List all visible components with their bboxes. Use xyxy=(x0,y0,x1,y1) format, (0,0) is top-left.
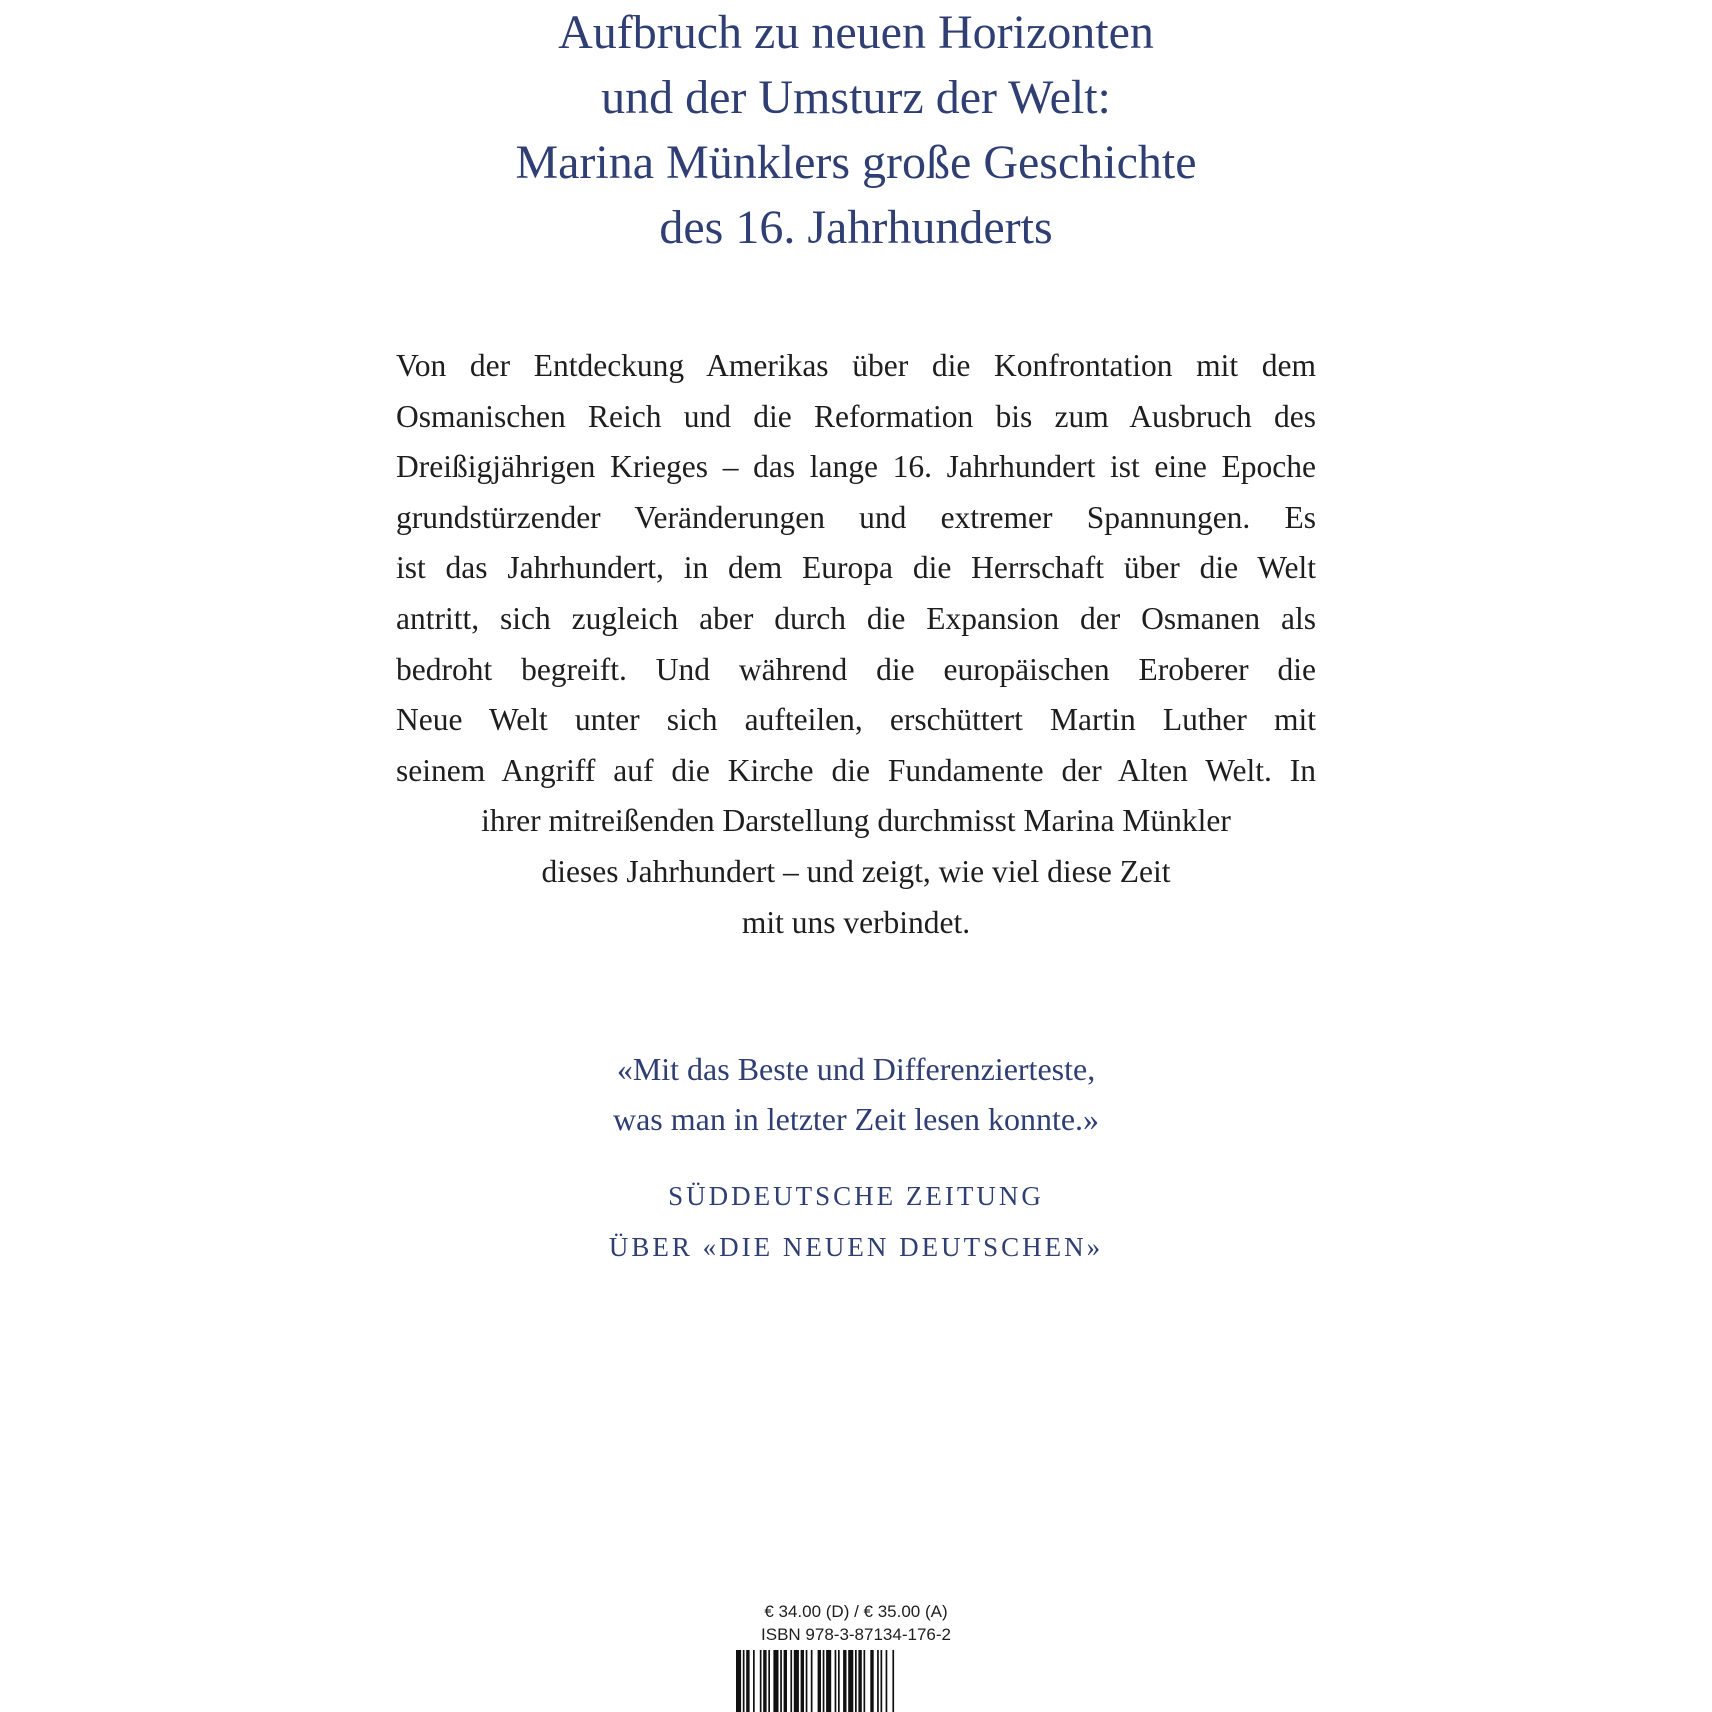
blurb-line: mit uns verbindet. xyxy=(741,904,971,940)
blurb-line: ihrer mitreißenden Darstellung durchmisst Marina Münkler xyxy=(481,803,1231,839)
isbn-label: ISBN 978-3-87134-176-2 xyxy=(761,1625,951,1644)
quote-line: «Mit das Beste und Differenzierteste, xyxy=(616,1051,1096,1087)
quote-line: was man in letzter Zeit lesen konnte.» xyxy=(612,1101,1100,1137)
barcode-bar xyxy=(886,1650,888,1712)
barcode-bar xyxy=(870,1650,873,1712)
blurb-paragraph xyxy=(396,341,1316,948)
blurb-line: antritt, sich zugleich aber durch die Expansion der Osmanen als xyxy=(396,600,1316,636)
barcode-bar xyxy=(753,1650,755,1712)
barcode-bar xyxy=(773,1650,778,1712)
blurb-line: Dreißigjährigen Krieges – das lange 16. Jahrhundert ist eine Epoche xyxy=(396,449,1316,485)
barcode-bar xyxy=(823,1650,825,1712)
barcode-bar xyxy=(855,1650,857,1712)
press-quote xyxy=(456,1044,1256,1144)
barcode-bar xyxy=(826,1650,831,1712)
price-label: € 34.00 (D) / € 35.00 (A) xyxy=(764,1602,948,1621)
headline-line: des 16. Jahrhunderts xyxy=(659,201,1053,254)
blurb-line: dieses Jahrhundert – und zeigt, wie viel diese Zeit xyxy=(541,853,1171,889)
barcode-bar xyxy=(780,1650,782,1712)
barcode-bar xyxy=(843,1650,846,1712)
barcode-bar xyxy=(858,1650,861,1712)
headline-line: Marina Münklers große Geschichte xyxy=(515,136,1197,189)
barcode-bar xyxy=(801,1650,804,1712)
barcode-bar xyxy=(790,1650,792,1712)
source-line: ÜBER «DIE NEUEN DEUTSCHEN» xyxy=(608,1232,1104,1262)
headline-line: Aufbruch zu neuen Horizonten xyxy=(558,6,1154,59)
barcode-bar xyxy=(811,1650,813,1712)
headline xyxy=(406,0,1306,260)
blurb-line: grundstürzender Veränderungen und extremer Spannungen. Es xyxy=(396,499,1316,535)
barcode-bar xyxy=(794,1650,799,1712)
quote-source xyxy=(456,1171,1256,1273)
barcode-bar xyxy=(760,1650,762,1712)
blurb-line: Osmanischen Reich und die Reformation bis zum Ausbruch des xyxy=(396,398,1316,434)
barcode-bar xyxy=(768,1650,770,1712)
blurb-line: Von der Entdeckung Amerikas über die Konfrontation mit dem xyxy=(396,348,1316,383)
headline-line: und der Umsturz der Welt: xyxy=(601,71,1111,124)
barcode xyxy=(734,1650,986,1712)
barcode-bar xyxy=(806,1650,808,1712)
blurb-line: Neue Welt unter sich aufteilen, erschüttert Martin Luther mit xyxy=(396,702,1316,738)
barcode-bar xyxy=(736,1650,741,1712)
barcode-bar xyxy=(835,1650,837,1712)
barcode-bar xyxy=(864,1650,866,1712)
source-line: SÜDDEUTSCHE ZEITUNG xyxy=(668,1181,1044,1211)
blurb-line: bedroht begreift. Und während die europäischen Eroberer die xyxy=(396,651,1316,687)
barcode-bar xyxy=(838,1650,840,1712)
barcode-bar xyxy=(763,1650,766,1712)
barcode-bar xyxy=(743,1650,745,1712)
barcode-bar xyxy=(881,1650,883,1712)
barcode-bar xyxy=(784,1650,787,1712)
blurb-line: seinem Angriff auf die Kirche die Fundamente der Alten Welt. In xyxy=(396,752,1316,788)
barcode-bar xyxy=(877,1650,879,1712)
price-isbn-block xyxy=(720,1600,992,1646)
blurb-line: ist das Jahrhundert, in dem Europa die Herrschaft über die Welt xyxy=(396,550,1316,586)
barcode-bar xyxy=(848,1650,853,1712)
barcode-bar xyxy=(892,1650,894,1712)
barcode-bar xyxy=(746,1650,749,1712)
barcode-bar xyxy=(818,1650,821,1712)
